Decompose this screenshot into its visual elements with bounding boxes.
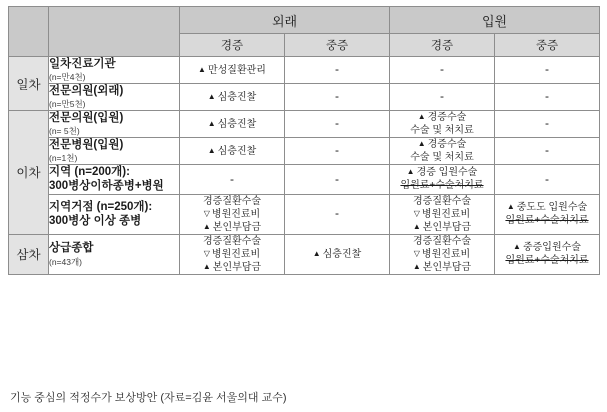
row-label-cell: [49, 138, 180, 165]
header-group-inpatient: 입원: [390, 7, 600, 34]
cell-line: [390, 221, 494, 234]
reimbursement-matrix-table: [8, 6, 600, 275]
header-group-outpatient: 외래: [180, 7, 390, 34]
row-label-cell: [49, 234, 180, 274]
cell-line: [495, 241, 599, 254]
table-row: [9, 138, 600, 165]
cell-text: 병원진료비: [211, 248, 261, 260]
row-title: 상급종합: [49, 242, 94, 255]
cell-text: 심층진찰: [322, 248, 362, 260]
cell-inpatient-mild: [390, 234, 495, 274]
row-title: 전문의원(외래): [49, 85, 124, 97]
cell-inpatient-severe: [495, 57, 600, 84]
table-header: [9, 7, 600, 57]
triangle-down-icon: ▽: [203, 208, 210, 218]
cell-text: 심층진찰: [217, 91, 257, 103]
cell-text: 병원진료비: [421, 248, 471, 260]
cell-text: 심층진찰: [217, 118, 257, 130]
cell-line: [390, 111, 494, 124]
cell-text: 본인부담금: [422, 261, 472, 273]
cell-text: 경증질환수술: [413, 235, 471, 247]
cell-text: -: [230, 171, 234, 186]
cell-text: 수술 및 처치료: [410, 125, 474, 136]
cell-text: -: [440, 89, 444, 104]
table-body: [9, 57, 600, 275]
row-subtitle: 300병상 이상 종병: [49, 215, 142, 228]
cell-line: [390, 261, 494, 274]
cell-text: 수술 및 처치료: [410, 152, 474, 163]
cell-text: 입원료+수술처치료: [400, 180, 484, 192]
table-row: [9, 84, 600, 111]
triangle-up-icon: ▲: [202, 221, 211, 231]
cell-inpatient-mild: [390, 194, 495, 234]
triangle-up-icon: ▲: [406, 167, 415, 177]
header-outpatient-mild: 경증: [180, 34, 285, 57]
cell-text: -: [545, 143, 549, 158]
tier-label-tertiary: 삼차: [9, 234, 49, 274]
cell-text: 중증입원수술: [522, 242, 581, 254]
cell-outpatient-mild: [180, 84, 285, 111]
row-subtitle: (n=만4천): [49, 72, 86, 83]
row-subtitle: (n=1천): [49, 153, 78, 164]
triangle-up-icon: ▲: [417, 112, 426, 121]
table-row: [9, 194, 600, 234]
cell-line: [180, 118, 284, 131]
cell-inpatient-severe: [495, 84, 600, 111]
cell-outpatient-severe: [285, 138, 390, 165]
cell-text: 경증질환수술: [203, 235, 261, 247]
table-row: [9, 165, 600, 195]
row-label-cell: [49, 111, 180, 138]
cell-line: [180, 64, 284, 77]
cell-text: 본인부담금: [212, 221, 262, 233]
table-row: [9, 111, 600, 138]
cell-text: 병원진료비: [421, 208, 471, 220]
row-subtitle: (n=43개): [49, 256, 83, 267]
cell-inpatient-severe: [495, 111, 600, 138]
triangle-up-icon: ▲: [312, 248, 321, 258]
cell-text: 중도도 입원수술: [516, 202, 588, 214]
cell-text: 경증질환수술: [203, 195, 261, 207]
triangle-up-icon: ▲: [207, 91, 216, 101]
cell-text: -: [335, 89, 339, 104]
cell-text: 본인부담금: [422, 221, 472, 233]
cell-line: [180, 145, 284, 158]
row-title: 전문의원(입원): [49, 112, 124, 124]
triangle-down-icon: ▽: [203, 248, 210, 258]
cell-line: [390, 166, 494, 179]
cell-text: 만성질환관리: [207, 64, 266, 76]
header-corner-institution: [49, 7, 180, 57]
cell-line: [390, 208, 494, 221]
row-subtitle: 300병상이하종병+병원: [49, 180, 164, 193]
cell-text: 병원진료비: [211, 208, 261, 220]
cell-outpatient-mild: [180, 165, 285, 195]
cell-text: 입원료+수술처치료: [505, 215, 589, 227]
triangle-up-icon: ▲: [412, 221, 421, 231]
header-outpatient-severe: 중증: [285, 34, 390, 57]
cell-text: -: [440, 62, 444, 77]
cell-outpatient-severe: [285, 84, 390, 111]
cell-line: [180, 91, 284, 104]
cell-text: -: [545, 171, 549, 186]
cell-text: 경증수술: [427, 112, 467, 123]
row-title: 일차진료기관: [49, 58, 116, 70]
cell-outpatient-mild: [180, 57, 285, 84]
cell-text: -: [545, 62, 549, 77]
cell-outpatient-severe: [285, 165, 390, 195]
triangle-up-icon: ▲: [417, 139, 426, 148]
header-inpatient-mild: 경증: [390, 34, 495, 57]
cell-inpatient-severe: [495, 234, 600, 274]
cell-line: [180, 261, 284, 274]
cell-line: [285, 248, 389, 261]
cell-text: 경증질환수술: [413, 195, 471, 207]
cell-inpatient-severe: [495, 165, 600, 195]
cell-line: [390, 248, 494, 261]
header-inpatient-severe: 중증: [495, 34, 600, 57]
tier-label-primary: 일차: [9, 57, 49, 111]
row-title: 지역거점 (n=250개):: [49, 200, 153, 213]
cell-inpatient-mild: [390, 165, 495, 195]
row-label-cell: [49, 194, 180, 234]
cell-line: [180, 208, 284, 221]
cell-text: 본인부담금: [212, 261, 262, 273]
header-row-groups: [9, 7, 600, 34]
triangle-up-icon: ▲: [412, 261, 421, 271]
cell-text: 입원료+수술처치료: [505, 255, 589, 267]
cell-text: -: [545, 116, 549, 131]
cell-line: [180, 221, 284, 234]
cell-text: -: [335, 206, 339, 221]
triangle-up-icon: ▲: [202, 261, 211, 271]
cell-inpatient-mild: [390, 57, 495, 84]
cell-text: 심층진찰: [217, 145, 257, 157]
cell-inpatient-mild: [390, 84, 495, 111]
cell-text: -: [335, 171, 339, 186]
cell-line: [390, 138, 494, 151]
triangle-up-icon: ▲: [506, 202, 515, 212]
cell-line: [180, 248, 284, 261]
cell-outpatient-mild: [180, 234, 285, 274]
header-corner-tier: [9, 7, 49, 57]
tier-label-secondary: 이차: [9, 111, 49, 235]
triangle-down-icon: ▽: [413, 248, 420, 258]
cell-inpatient-mild: [390, 138, 495, 165]
cell-outpatient-severe: [285, 194, 390, 234]
cell-outpatient-severe: [285, 111, 390, 138]
table-row: [9, 234, 600, 274]
cell-outpatient-mild: [180, 194, 285, 234]
row-label-cell: [49, 84, 180, 111]
cell-text: 경증수술: [427, 139, 467, 150]
cell-text: -: [335, 143, 339, 158]
cell-line: [495, 201, 599, 214]
triangle-down-icon: ▽: [413, 208, 420, 218]
row-title: 지역 (n=200개):: [49, 166, 130, 178]
cell-outpatient-mild: [180, 138, 285, 165]
cell-inpatient-severe: [495, 138, 600, 165]
row-subtitle: (n=만5천): [49, 99, 86, 110]
cell-text: -: [335, 116, 339, 131]
triangle-up-icon: ▲: [207, 118, 216, 128]
cell-outpatient-mild: [180, 111, 285, 138]
table-row: [9, 57, 600, 84]
cell-inpatient-severe: [495, 194, 600, 234]
row-subtitle: (n= 5천): [49, 126, 80, 137]
row-label-cell: [49, 57, 180, 84]
cell-inpatient-mild: [390, 111, 495, 138]
cell-text: -: [545, 89, 549, 104]
figure-caption: 기능 중심의 적정수가 보상방안 (자료=김윤 서울의대 교수): [10, 392, 287, 404]
cell-text: 경증 입원수술: [416, 167, 478, 179]
cell-outpatient-severe: [285, 57, 390, 84]
triangle-up-icon: ▲: [198, 64, 206, 74]
row-label-cell: [49, 165, 180, 195]
triangle-up-icon: ▲: [513, 242, 521, 252]
triangle-up-icon: ▲: [207, 145, 216, 155]
row-title: 전문병원(입원): [49, 139, 124, 151]
cell-text: -: [335, 62, 339, 77]
cell-outpatient-severe: [285, 234, 390, 274]
